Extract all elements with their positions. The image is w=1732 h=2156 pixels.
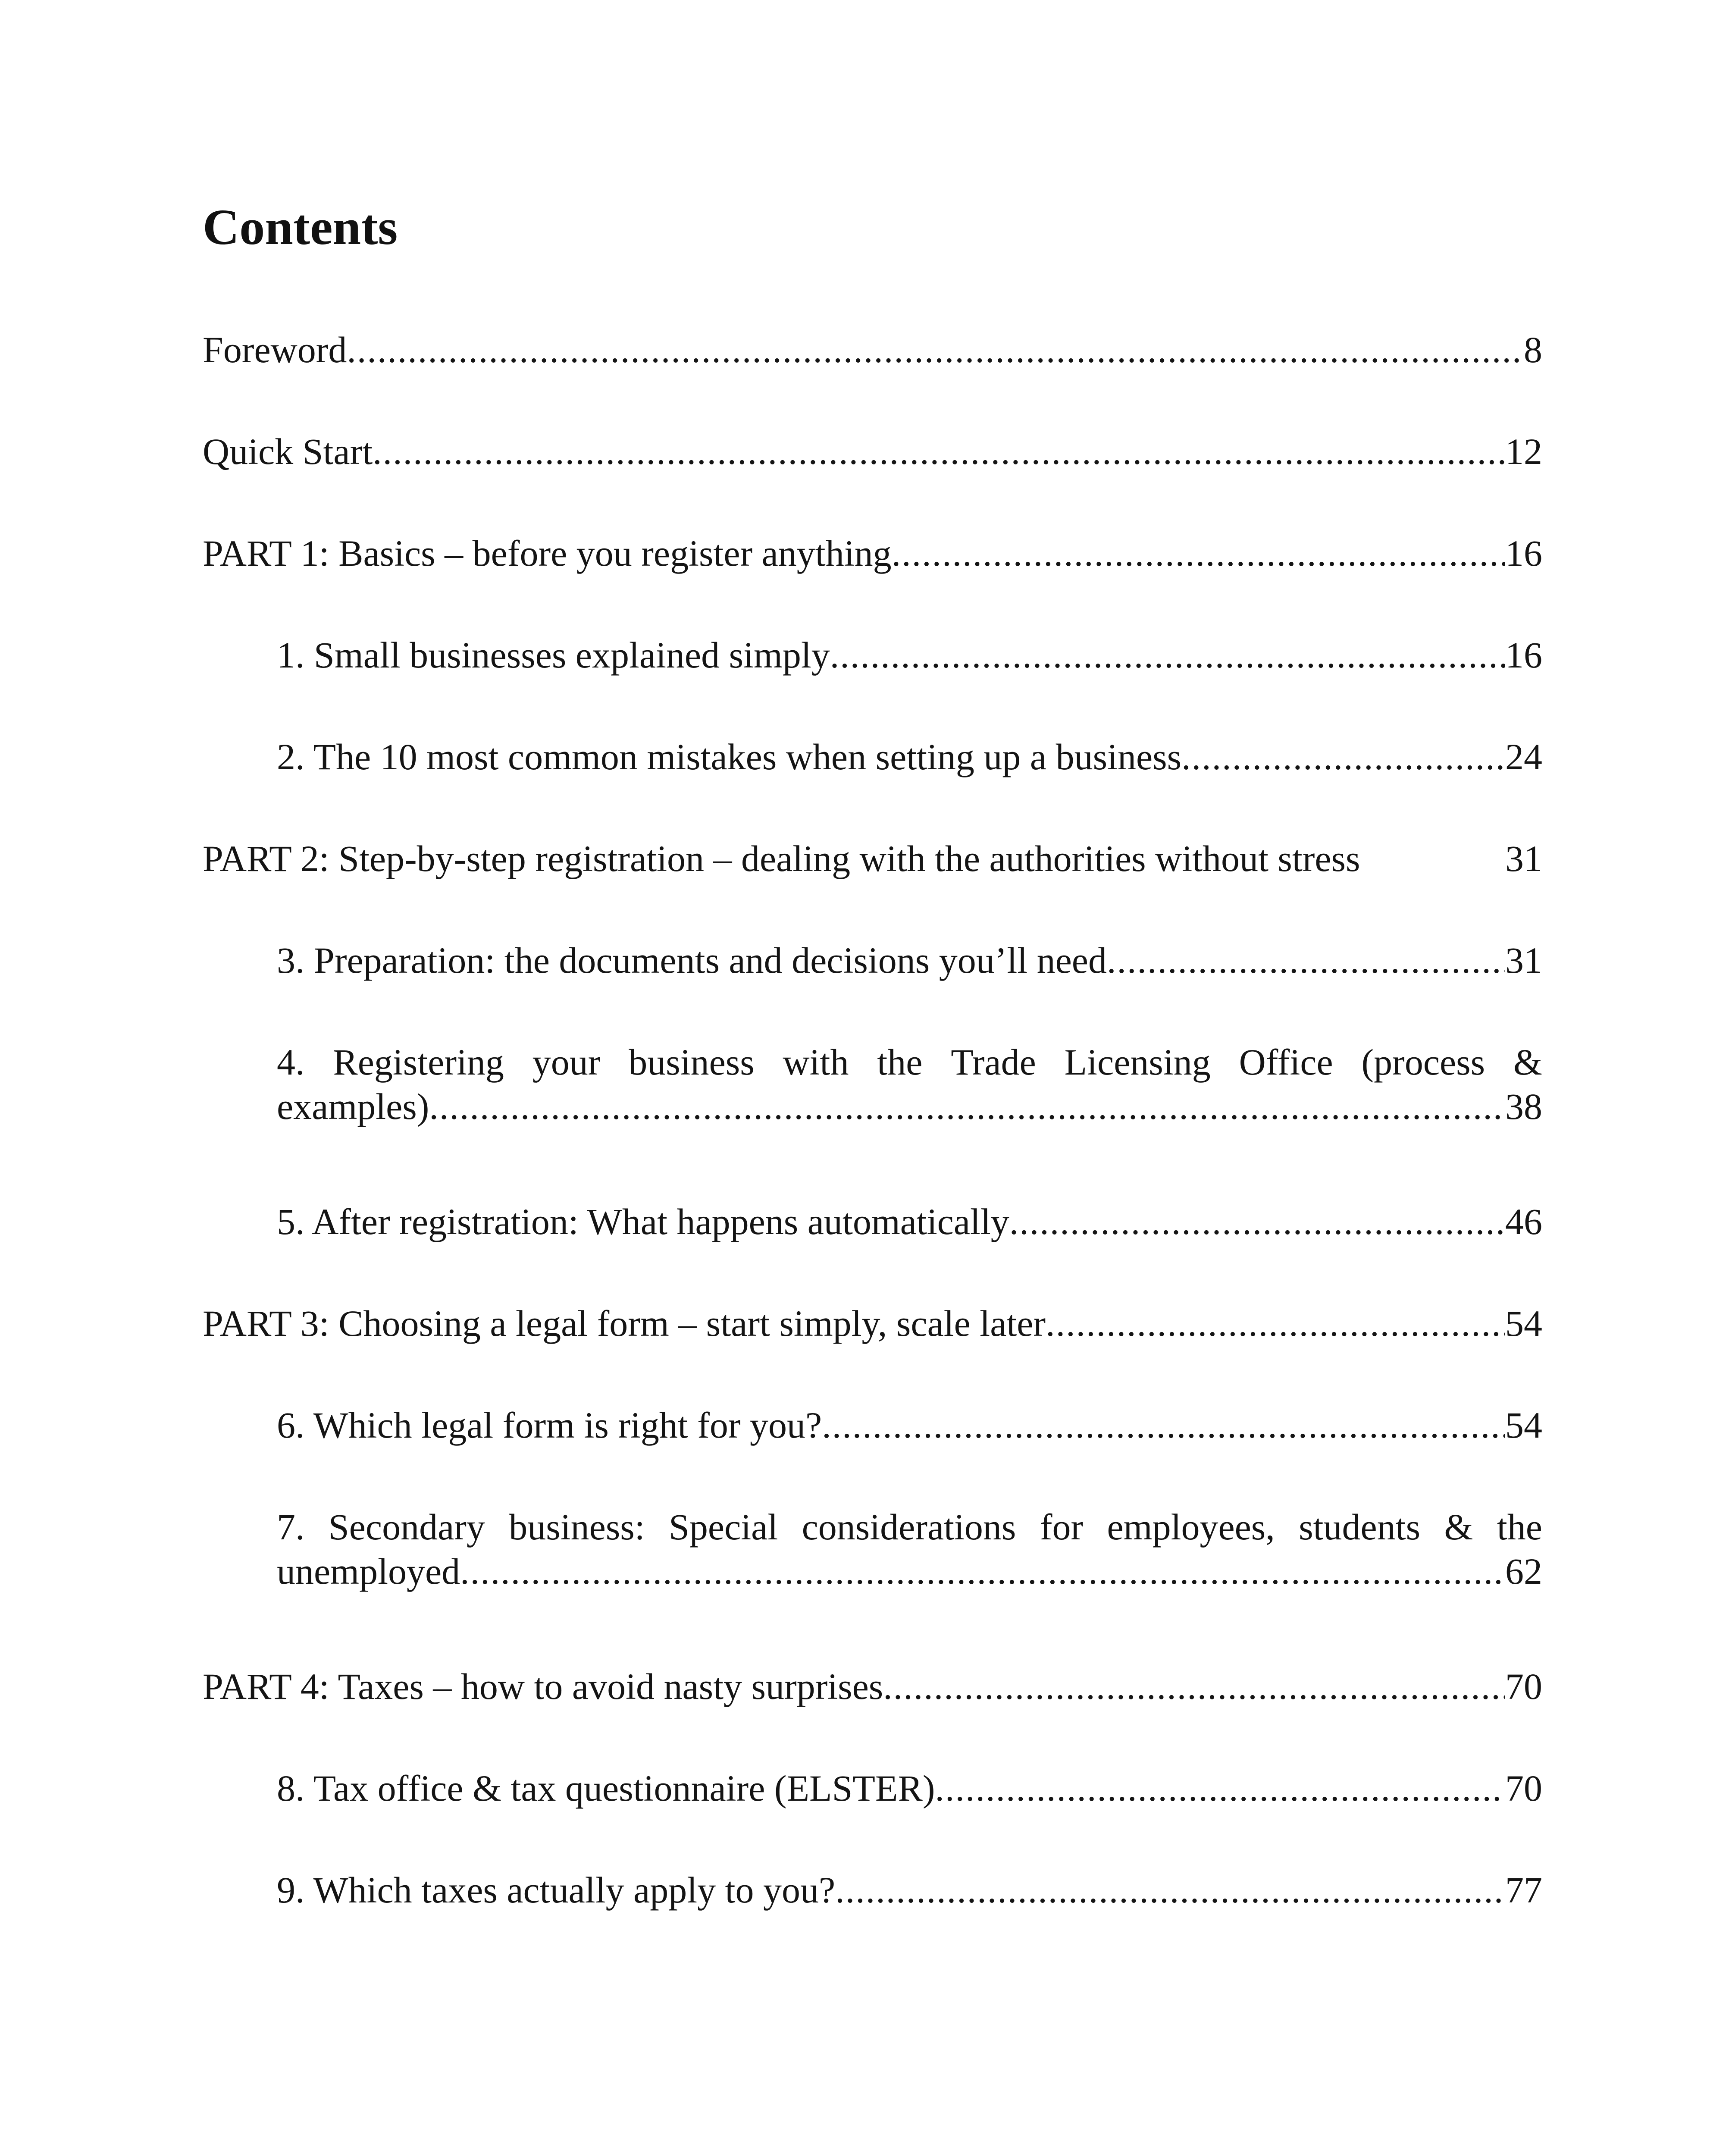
dot-leader xyxy=(883,1664,1505,1709)
toc-entry-page: 62 xyxy=(1505,1551,1542,1592)
toc-entry-part-3[interactable] xyxy=(203,1301,1542,1346)
dot-leader xyxy=(347,328,1524,372)
toc-entry-label-line-1 xyxy=(277,1040,1542,1084)
toc-entry-page: 8 xyxy=(1524,329,1542,370)
toc-entry-page: 54 xyxy=(1505,1303,1542,1344)
toc-word: Office xyxy=(1239,1041,1333,1083)
toc-entry-chapter-4[interactable] xyxy=(277,1040,1542,1129)
toc-entry-part-4[interactable] xyxy=(203,1664,1542,1709)
toc-entry-chapter-7[interactable] xyxy=(277,1505,1542,1594)
toc-entry-page: 54 xyxy=(1505,1404,1542,1446)
toc-entry-label: 3. Preparation: the documents and decisions you’ll need xyxy=(277,940,1107,981)
toc-word: with xyxy=(783,1041,849,1083)
toc-word: Trade xyxy=(951,1041,1036,1083)
dot-leader xyxy=(822,1403,1505,1448)
toc-entry-page: 31 xyxy=(1505,838,1542,879)
toc-word: 7. xyxy=(277,1506,305,1548)
toc-entry-label: 9. Which taxes actually apply to you? xyxy=(277,1869,836,1911)
toc-entry-page: 12 xyxy=(1505,431,1542,472)
toc-word: Secondary xyxy=(328,1506,485,1548)
toc-word: & xyxy=(1444,1506,1473,1548)
dot-leader xyxy=(1181,735,1505,779)
contents-heading: Contents xyxy=(203,199,398,255)
toc-entry-chapter-3[interactable] xyxy=(277,938,1542,983)
toc-entry-page: 16 xyxy=(1505,533,1542,574)
dot-leader xyxy=(460,1549,1505,1594)
toc-entry-chapter-1[interactable] xyxy=(277,633,1542,677)
toc-entry-label: 5. After registration: What happens automatically xyxy=(277,1201,1009,1242)
toc-entry-foreword[interactable] xyxy=(203,328,1542,372)
toc-entry-page: 24 xyxy=(1505,736,1542,777)
toc-entry-chapter-9[interactable] xyxy=(277,1868,1542,1912)
toc-entry-page: 70 xyxy=(1505,1666,1542,1707)
toc-word: employees, xyxy=(1107,1506,1275,1548)
toc-entry-page: 70 xyxy=(1505,1767,1542,1809)
toc-entry-page: 77 xyxy=(1505,1869,1542,1911)
toc-entry-label-line-1 xyxy=(277,1505,1542,1549)
toc-entry-label: 1. Small businesses explained simply xyxy=(277,634,830,676)
toc-word: business xyxy=(629,1041,755,1083)
toc-word: (process xyxy=(1361,1041,1485,1083)
toc-entry-chapter-6[interactable] xyxy=(277,1403,1542,1448)
toc-word: for xyxy=(1040,1506,1084,1548)
toc-entry-chapter-2[interactable] xyxy=(277,735,1542,779)
toc-entry-chapter-5[interactable] xyxy=(277,1200,1542,1244)
toc-entry-label: unemployed xyxy=(277,1551,460,1592)
dot-leader xyxy=(835,1868,1505,1912)
dot-leader xyxy=(935,1766,1505,1811)
toc-entry-label-line-2 xyxy=(277,1084,1542,1129)
dot-leader xyxy=(830,633,1505,677)
dot-leader xyxy=(892,531,1505,576)
toc-entry-label: PART 2: Step-by-step registration – dealing with the authorities without stress xyxy=(203,838,1360,879)
toc-word: business: xyxy=(509,1506,645,1548)
dot-leader xyxy=(1107,938,1505,983)
toc-entry-part-1[interactable] xyxy=(203,531,1542,576)
toc-entry-part-2[interactable] xyxy=(203,837,1542,881)
dot-leader xyxy=(429,1084,1505,1129)
toc-entry-label: PART 3: Choosing a legal form – start simply, scale later xyxy=(203,1303,1046,1344)
toc-word: considerations xyxy=(802,1506,1016,1548)
toc-entry-page: 16 xyxy=(1505,634,1542,676)
toc-entry-page: 31 xyxy=(1505,940,1542,981)
toc-word: & xyxy=(1513,1041,1542,1083)
toc-entry-label-line-2 xyxy=(277,1549,1542,1594)
toc-entry-label: Foreword xyxy=(203,329,347,370)
toc-entry-chapter-8[interactable] xyxy=(277,1766,1542,1811)
toc-word: 4. xyxy=(277,1041,305,1083)
dot-leader xyxy=(1009,1200,1505,1244)
dot-leader xyxy=(1046,1301,1505,1346)
toc-entry-label: PART 1: Basics – before you register anything xyxy=(203,533,892,574)
toc-entry-label: 8. Tax office & tax questionnaire (ELSTER) xyxy=(277,1767,935,1809)
toc-entry-page: 38 xyxy=(1505,1086,1542,1128)
toc-entry-label: PART 4: Taxes – how to avoid nasty surprises xyxy=(203,1666,883,1707)
toc-entry-label: 6. Which legal form is right for you? xyxy=(277,1404,822,1446)
toc-word: Special xyxy=(669,1506,778,1548)
table-of-contents xyxy=(203,0,1542,2156)
dot-leader xyxy=(373,429,1505,474)
toc-word: students xyxy=(1299,1506,1421,1548)
toc-word: your xyxy=(532,1041,601,1083)
toc-entry-quick-start[interactable] xyxy=(203,429,1542,474)
toc-entry-label: examples) xyxy=(277,1086,429,1128)
toc-word: the xyxy=(877,1041,923,1083)
toc-word: Licensing xyxy=(1064,1041,1211,1083)
toc-word: Registering xyxy=(333,1041,504,1083)
toc-word: the xyxy=(1497,1506,1542,1548)
toc-entry-page: 46 xyxy=(1505,1201,1542,1242)
toc-entry-label: Quick Start xyxy=(203,431,373,472)
toc-entry-label: 2. The 10 most common mistakes when setting up a business xyxy=(277,736,1182,777)
